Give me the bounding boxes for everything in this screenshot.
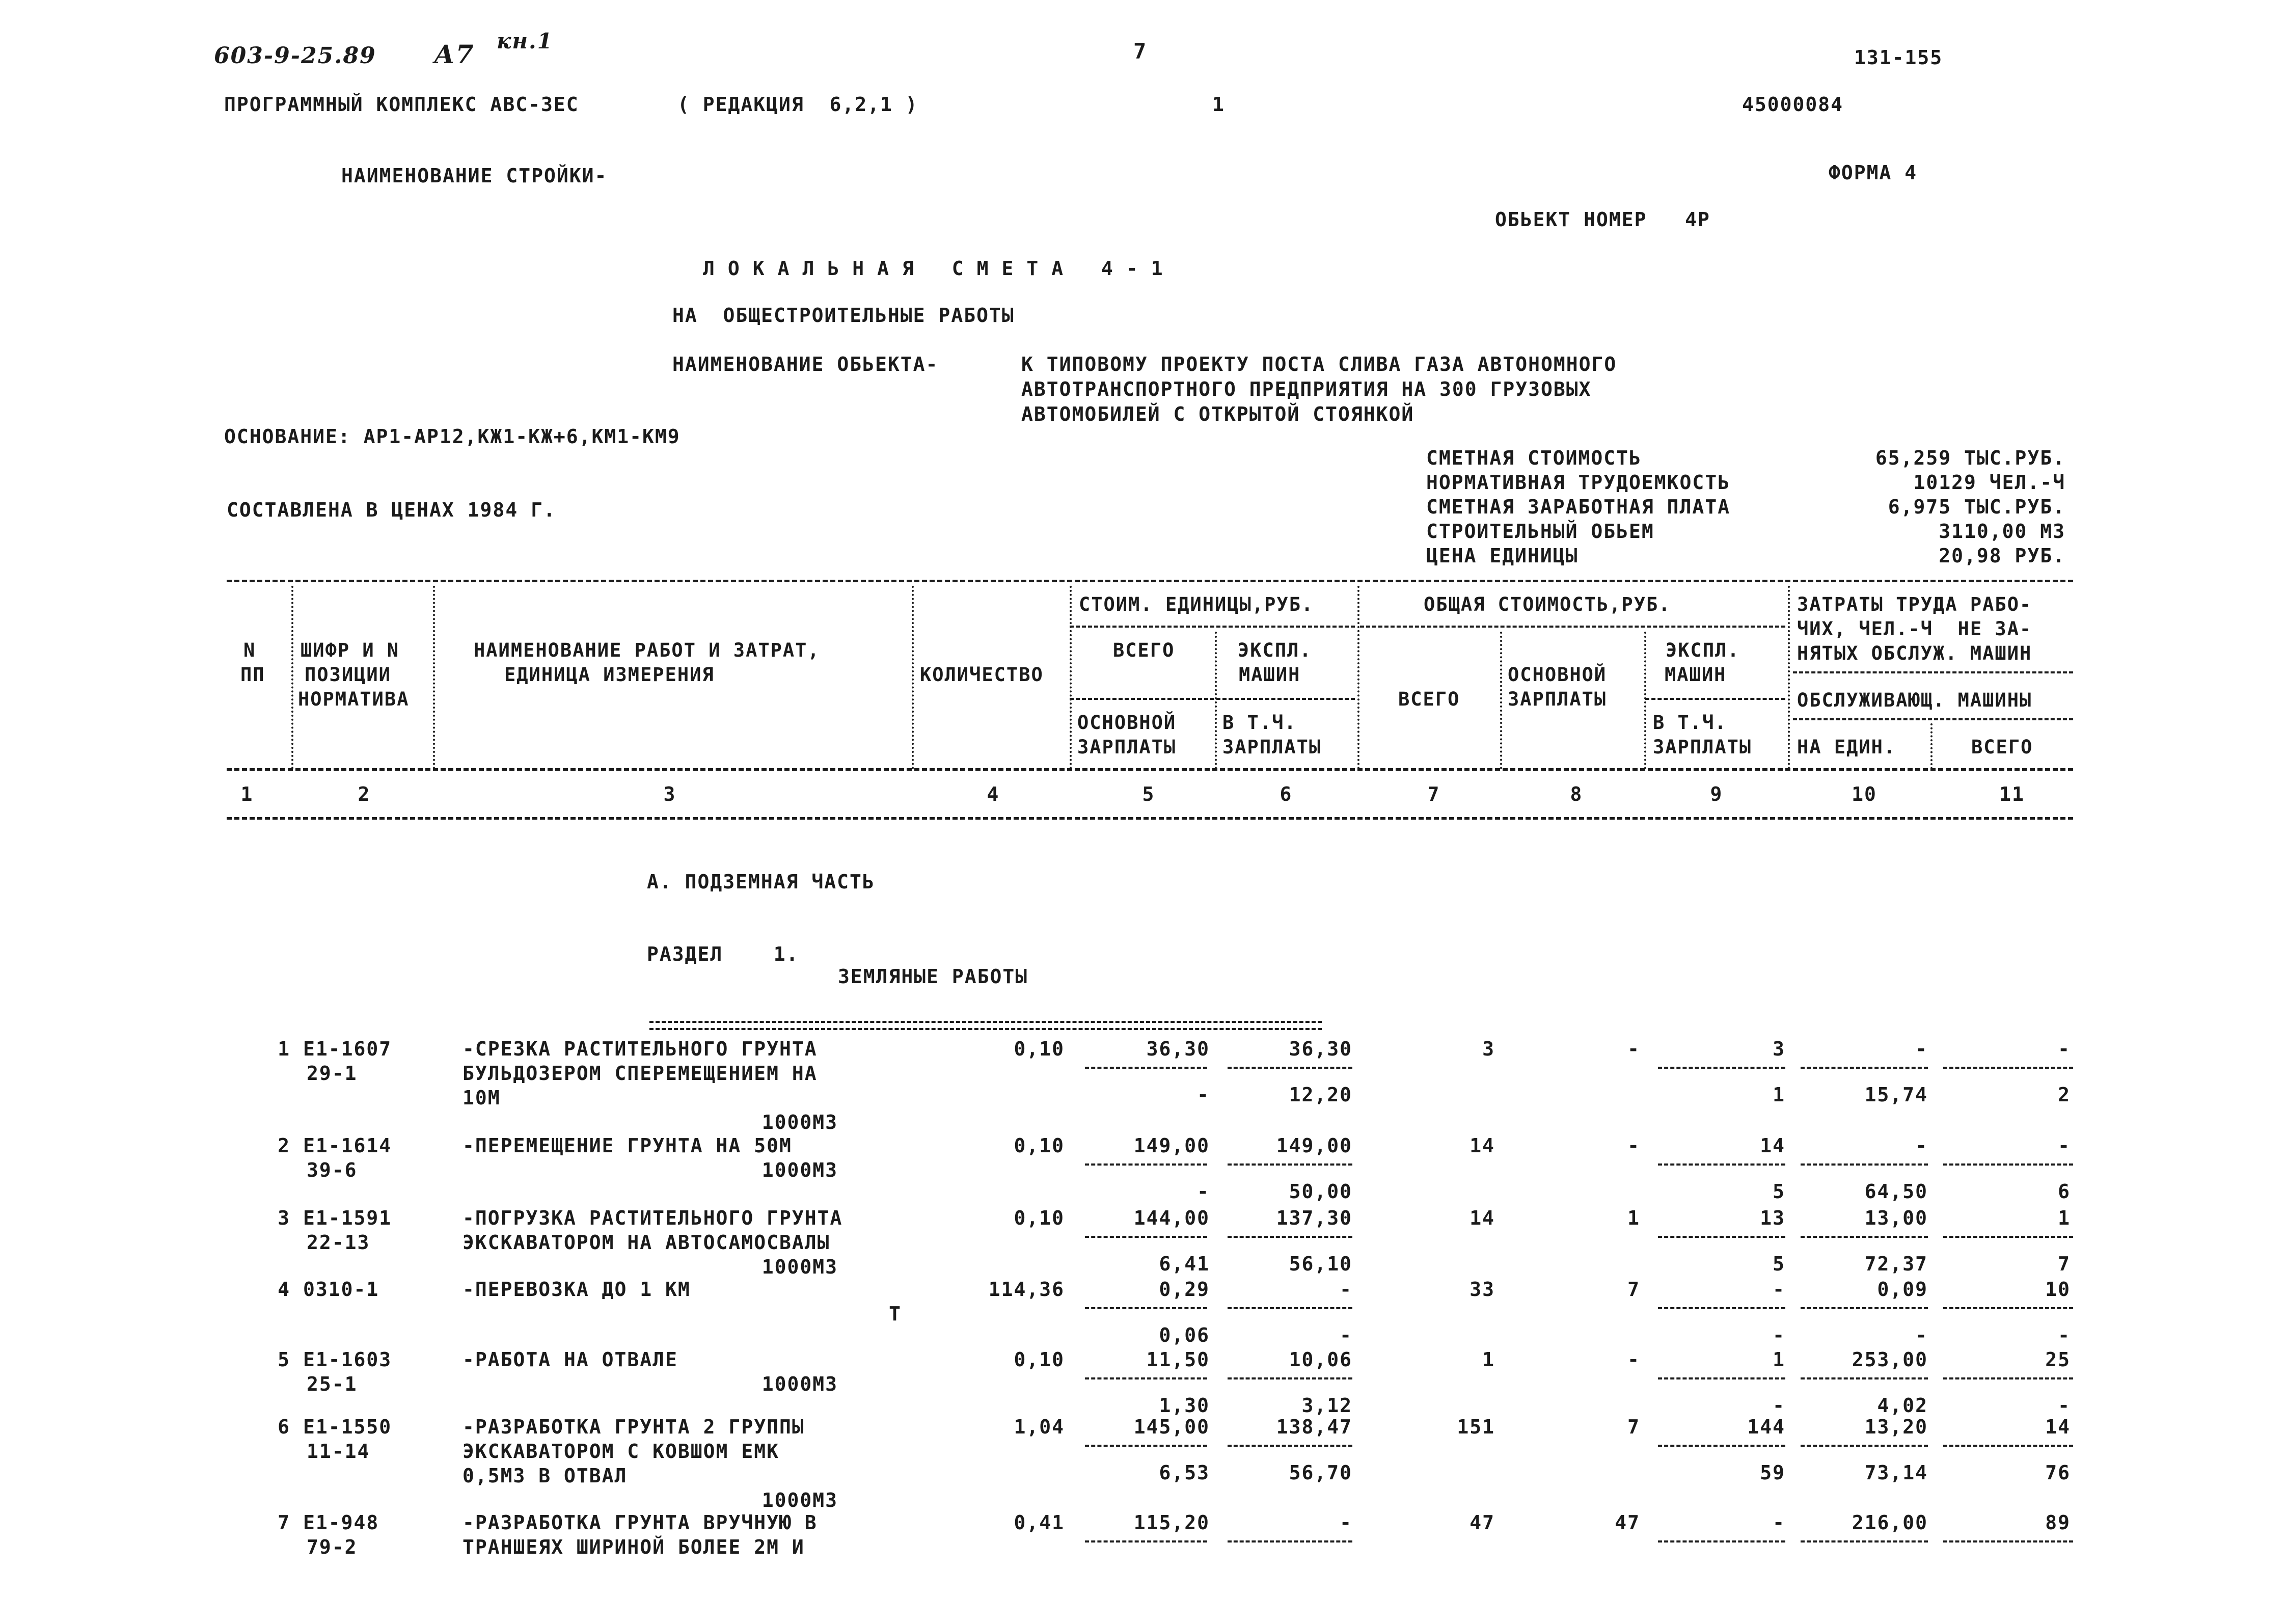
row-underline: [1228, 1445, 1352, 1447]
summary-label: СМЕТНАЯ ЗАРАБОТНАЯ ПЛАТА: [1426, 496, 1731, 518]
row-work-name: -РАБОТА НА ОТВАЛЕ: [462, 1348, 678, 1371]
row-c6-sub: 50,00: [1289, 1180, 1352, 1203]
row-c11-sub: 2: [2058, 1084, 2071, 1106]
row-c11: -: [2058, 1038, 2071, 1060]
row-c9: -: [1773, 1278, 1785, 1301]
program-edition: ( РЕДАКЦИЯ 6,2,1 ): [677, 93, 918, 116]
row-c6: 137,30: [1276, 1207, 1352, 1229]
row-c5: 144,00: [1133, 1207, 1210, 1229]
razdel-name: ЗЕМЛЯНЫЕ РАБОТЫ: [838, 965, 1028, 988]
row-underline: [1801, 1377, 1928, 1379]
row-c5-sub: 6,53: [1159, 1461, 1210, 1484]
summary-value: 10129 ЧЕЛ.-Ч: [1913, 471, 2065, 494]
row-number: 2: [278, 1134, 290, 1157]
col-no-header: N: [243, 639, 256, 661]
row-c7: 14: [1469, 1207, 1495, 1229]
row-underline: [1943, 1377, 2073, 1379]
col-no-header-2: ПП: [240, 664, 265, 686]
row-c9-sub: -: [1773, 1324, 1785, 1346]
row-c11: 1: [2058, 1207, 2071, 1229]
row-c10-sub: 72,37: [1864, 1253, 1928, 1275]
row-c6-sub: 56,70: [1289, 1461, 1352, 1484]
row-c9: 13: [1760, 1207, 1785, 1229]
row-underline: [1658, 1067, 1785, 1069]
rule-unit-cost: [1070, 626, 1355, 628]
row-underline: [1943, 1307, 2073, 1309]
row-position: 79-2: [307, 1536, 358, 1558]
row-c6: 10,06: [1289, 1348, 1352, 1371]
summary-value: 20,98 РУБ.: [1939, 545, 2065, 567]
row-c7: 47: [1469, 1511, 1495, 1534]
object-name-line-3: АВТОМОБИЛЕЙ С ОТКРЫТОЙ СТОЯНКОЙ: [1021, 403, 1414, 425]
rule-unit-split: [1070, 698, 1355, 700]
row-c8: -: [1627, 1348, 1640, 1371]
razdel-number: РАЗДЕЛ 1.: [647, 943, 799, 965]
row-work-name: БУЛЬДОЗЕРОМ СПЕРЕМЕЩЕНИЕМ НА: [462, 1062, 818, 1085]
total-cost-header: ОБЩАЯ СТОИМОСТЬ,РУБ.: [1424, 593, 1671, 615]
row-underline: [1658, 1540, 1785, 1542]
row-c11-sub: 7: [2058, 1253, 2071, 1275]
col-number: 7: [1427, 783, 1440, 805]
col-number: 11: [1999, 783, 2025, 805]
row-c9: -: [1773, 1511, 1785, 1534]
row-code: Е1-1591: [303, 1207, 392, 1229]
row-qty: 0,10: [1014, 1038, 1065, 1060]
col-number: 9: [1710, 783, 1723, 805]
col-code-header: ШИФР И N: [301, 639, 400, 661]
row-c8: -: [1627, 1134, 1640, 1157]
rule-total-cost: [1360, 626, 1785, 628]
labor-unit-header: НА ЕДИН.: [1797, 736, 1896, 758]
col-qty-header: КОЛИЧЕСТВО: [920, 664, 1044, 686]
row-underline: [1943, 1445, 2073, 1447]
row-qty: 0,10: [1014, 1348, 1065, 1371]
row-underline: [1801, 1307, 1928, 1309]
object-name-line-2: АВТОТРАНСПОРТНОГО ПРЕДПРИЯТИЯ НА 300 ГРУЗОВЫХ: [1021, 378, 1592, 400]
row-c8: 7: [1627, 1278, 1640, 1301]
row-c9: 1: [1773, 1348, 1785, 1371]
construction-label: НАИМЕНОВАНИЕ СТРОЙКИ-: [341, 165, 608, 187]
col-number: 4: [987, 783, 1000, 805]
row-c5: 0,29: [1159, 1278, 1210, 1301]
row-work-name: 10М: [462, 1087, 501, 1109]
header-rule-bottom: [227, 768, 2073, 771]
labor-header-3: НЯТЫХ ОБСЛУЖ. МАШИН: [1797, 642, 2032, 664]
total-wages-header: ОСНОВНОЙ: [1508, 664, 1607, 686]
form-label: ФОРМА 4: [1829, 161, 1918, 184]
row-c8: 7: [1627, 1416, 1640, 1438]
col-name-header-2: ЕДИНИЦА ИЗМЕРЕНИЯ: [504, 664, 715, 686]
row-c10: 0,09: [1877, 1278, 1928, 1301]
object-name-line-1: К ТИПОВОМУ ПРОЕКТУ ПОСТА СЛИВА ГАЗА АВТОНОМНОГО: [1021, 353, 1617, 375]
row-underline: [1085, 1377, 1207, 1379]
row-c10: -: [1915, 1134, 1928, 1157]
row-c5: 36,30: [1146, 1038, 1210, 1060]
row-c9-sub: 5: [1773, 1180, 1785, 1203]
row-c10-sub: 73,14: [1864, 1461, 1928, 1484]
row-c9: 14: [1760, 1134, 1785, 1157]
object-number: ОБЬЕКТ НОМЕР 4Р: [1495, 208, 1710, 231]
row-c6-sub: 3,12: [1301, 1394, 1352, 1417]
page-range: 131-155: [1854, 46, 1943, 69]
row-c9-sub: 59: [1760, 1461, 1785, 1484]
row-c6-sub: 56,10: [1289, 1253, 1352, 1275]
col-number: 3: [663, 783, 676, 805]
page-number: 7: [1133, 39, 1148, 64]
row-qty: 0,10: [1014, 1207, 1065, 1229]
price-basis: СОСТАВЛЕНА В ЦЕНАХ 1984 Г.: [227, 499, 556, 521]
total-incl-header-2: ЗАРПЛАТЫ: [1653, 736, 1752, 758]
album-mark: А7: [434, 39, 475, 69]
row-c10: 13,00: [1864, 1207, 1928, 1229]
row-qty: 0,41: [1014, 1511, 1065, 1534]
row-underline: [1658, 1163, 1785, 1166]
row-number: 6: [278, 1416, 290, 1438]
row-underline: [1085, 1540, 1207, 1542]
row-c5: 115,20: [1133, 1511, 1210, 1534]
row-underline: [1801, 1540, 1928, 1542]
row-c8: 1: [1627, 1207, 1640, 1229]
document-code: 45000084: [1742, 93, 1844, 116]
row-underline: [1801, 1067, 1928, 1069]
row-c9: 3: [1773, 1038, 1785, 1060]
col-code-header-3: НОРМАТИВА: [298, 688, 410, 710]
row-work-name: -ПОГРУЗКА РАСТИТЕЛЬНОГО ГРУНТА: [462, 1207, 843, 1229]
col-number: 8: [1570, 783, 1583, 805]
rule-mach-split: [1645, 698, 1785, 700]
row-work-name: 0,5М3 В ОТВАЛ: [462, 1465, 628, 1487]
unit-mach-header: ЭКСПЛ.: [1238, 639, 1312, 661]
row-underline: [1228, 1163, 1352, 1166]
summary-label: СМЕТНАЯ СТОИМОСТЬ: [1426, 447, 1642, 469]
col-number: 6: [1280, 783, 1293, 805]
row-underline: [1801, 1445, 1928, 1447]
row-c8: -: [1627, 1038, 1640, 1060]
row-c5-sub: 0,06: [1159, 1324, 1210, 1346]
row-c8: 47: [1615, 1511, 1640, 1534]
row-code: Е1-1603: [303, 1348, 392, 1371]
row-unit: 1000М3: [761, 1373, 838, 1395]
row-c6: 36,30: [1289, 1038, 1352, 1060]
row-c11-sub: -: [2058, 1324, 2071, 1346]
labor-header-2: ЧИХ, ЧЕЛ.-Ч НЕ ЗА-: [1797, 618, 2032, 640]
row-position: 11-14: [307, 1440, 370, 1463]
row-c5: 149,00: [1133, 1134, 1210, 1157]
sheet-number: 1: [1212, 93, 1225, 116]
row-c5: 11,50: [1146, 1348, 1210, 1371]
unit-incl-header-2: ЗАРПЛАТЫ: [1222, 736, 1322, 758]
row-c5-sub: 6,41: [1159, 1253, 1210, 1275]
row-underline: [1085, 1163, 1207, 1166]
row-unit: 1000М3: [761, 1256, 838, 1278]
row-c5: 145,00: [1133, 1416, 1210, 1438]
row-c10-sub: 4,02: [1877, 1394, 1928, 1417]
row-underline: [1228, 1067, 1352, 1069]
row-number: 1: [278, 1038, 290, 1060]
row-underline: [1085, 1067, 1207, 1069]
col-number: 2: [358, 783, 371, 805]
row-underline: [1658, 1236, 1785, 1238]
col-number: 1: [240, 783, 254, 805]
row-position: 29-1: [307, 1062, 358, 1085]
row-c10: 253,00: [1852, 1348, 1928, 1371]
row-underline: [1943, 1540, 2073, 1542]
col-number: 5: [1142, 783, 1155, 805]
labor-header: ЗАТРАТЫ ТРУДА РАБО-: [1797, 593, 2032, 615]
row-c10: 13,20: [1864, 1416, 1928, 1438]
book-mark: кн.1: [497, 29, 553, 53]
total-mach-header: ЭКСПЛ.: [1666, 639, 1740, 661]
estimate-title: ЛОКАЛЬНАЯ СМЕТА 4-1: [703, 257, 1176, 280]
row-c7: 14: [1469, 1134, 1495, 1157]
row-work-name: ЭКСКАВАТОРОМ НА АВТОСАМОСВАЛЫ: [462, 1231, 830, 1254]
row-c9-sub: 5: [1773, 1253, 1785, 1275]
row-work-name: -ПЕРЕВОЗКА ДО 1 КМ: [462, 1278, 691, 1301]
row-c7: 3: [1482, 1038, 1495, 1060]
row-unit: 1000М3: [761, 1111, 838, 1133]
row-underline: [1228, 1236, 1352, 1238]
total-wages-header-2: ЗАРПЛАТЫ: [1508, 688, 1607, 710]
row-qty: 1,04: [1014, 1416, 1065, 1438]
row-unit: Т: [889, 1303, 902, 1325]
basis-line: ОСНОВАНИЕ: АР1-АР12,КЖ1-КЖ+6,КМ1-КМ9: [224, 425, 681, 448]
row-qty: 0,10: [1014, 1134, 1065, 1157]
row-c10-sub: -: [1915, 1324, 1928, 1346]
row-work-name: -РАЗРАБОТКА ГРУНТА ВРУЧНУЮ В: [462, 1511, 818, 1534]
row-c6: 149,00: [1276, 1134, 1352, 1157]
rule-labor-2: [1793, 718, 2073, 720]
row-code: Е1-1550: [303, 1416, 392, 1438]
unit-mach-header-2: МАШИН: [1239, 664, 1301, 686]
row-c6: -: [1340, 1511, 1352, 1534]
row-work-name: ЭКСКАВАТОРОМ С КОВШОМ ЕМК: [462, 1440, 779, 1463]
row-c6: 138,47: [1276, 1416, 1352, 1438]
program-name: ПРОГРАММНЫЙ КОМПЛЕКС АВС-3ЕС: [224, 93, 579, 116]
row-number: 5: [278, 1348, 290, 1371]
row-code: Е1-948: [303, 1511, 379, 1534]
row-c9-sub: 1: [1773, 1084, 1785, 1106]
row-code: Е1-1607: [303, 1038, 392, 1060]
row-position: 25-1: [307, 1373, 358, 1395]
unit-cost-header: СТОИМ. ЕДИНИЦЫ,РУБ.: [1079, 593, 1314, 615]
unit-wages-header: ОСНОВНОЙ: [1077, 712, 1177, 734]
row-c9-sub: -: [1773, 1394, 1785, 1417]
labor-service-header: ОБСЛУЖИВАЮЩ. МАШИНЫ: [1797, 689, 2032, 711]
row-underline: [1801, 1163, 1928, 1166]
row-code: 0310-1: [303, 1278, 379, 1301]
section-double-rule: [649, 1021, 1322, 1030]
total-mach-header-2: МАШИН: [1665, 664, 1727, 686]
labor-total-header: ВСЕГО: [1971, 736, 2033, 758]
row-position: 39-6: [307, 1159, 358, 1181]
row-c7: 151: [1457, 1416, 1495, 1438]
total-all-header: ВСЕГО: [1398, 688, 1460, 710]
header-rule-top: [227, 580, 2073, 582]
row-work-name: -РАЗРАБОТКА ГРУНТА 2 ГРУППЫ: [462, 1416, 805, 1438]
row-c11: -: [2058, 1134, 2071, 1157]
row-c5-sub: -: [1197, 1180, 1210, 1203]
row-underline: [1658, 1377, 1785, 1379]
row-c6: -: [1340, 1278, 1352, 1301]
row-work-name: ТРАНШЕЯХ ШИРИНОЙ БОЛЕЕ 2М И: [462, 1536, 805, 1558]
col-number: 10: [1852, 783, 1877, 805]
total-incl-header: В Т.Ч.: [1653, 712, 1727, 734]
row-underline: [1228, 1540, 1352, 1542]
summary-label: ЦЕНА ЕДИНИЦЫ: [1426, 545, 1579, 567]
row-c6-sub: -: [1340, 1324, 1352, 1346]
row-c7: 1: [1482, 1348, 1495, 1371]
row-c11-sub: -: [2058, 1394, 2071, 1417]
row-number: 7: [278, 1511, 290, 1534]
summary-value: 6,975 ТЫС.РУБ.: [1888, 496, 2065, 518]
col-name-header: НАИМЕНОВАНИЕ РАБОТ И ЗАТРАТ,: [474, 639, 820, 661]
object-name-label: НАИМЕНОВАНИЕ ОБЬЕКТА-: [672, 353, 939, 375]
row-underline: [1658, 1445, 1785, 1447]
row-underline: [1658, 1307, 1785, 1309]
summary-label: НОРМАТИВНАЯ ТРУДОЕМКОСТЬ: [1426, 471, 1731, 494]
row-c5-sub: -: [1197, 1084, 1210, 1106]
row-underline: [1801, 1236, 1928, 1238]
estimate-subtitle: НА ОБЩЕСТРОИТЕЛЬНЫЕ РАБОТЫ: [672, 304, 1015, 327]
row-underline: [1228, 1377, 1352, 1379]
unit-wages-header-2: ЗАРПЛАТЫ: [1077, 736, 1177, 758]
doc-code: 603-9-25.89: [214, 43, 376, 69]
row-underline: [1085, 1236, 1207, 1238]
row-underline: [1943, 1236, 2073, 1238]
row-number: 4: [278, 1278, 290, 1301]
unit-incl-header: В Т.Ч.: [1222, 712, 1297, 734]
row-c6-sub: 12,20: [1289, 1084, 1352, 1106]
row-underline: [1943, 1163, 2073, 1166]
summary-value: 65,259 ТЫС.РУБ.: [1875, 447, 2065, 469]
row-c11-sub: 6: [2058, 1180, 2071, 1203]
row-work-name: -СРЕЗКА РАСТИТЕЛЬНОГО ГРУНТА: [462, 1038, 818, 1060]
row-c11: 89: [2045, 1511, 2071, 1534]
row-c10-sub: 64,50: [1864, 1180, 1928, 1203]
row-code: Е1-1614: [303, 1134, 392, 1157]
row-unit: 1000М3: [761, 1489, 838, 1511]
row-c9: 144: [1747, 1416, 1785, 1438]
row-c10: -: [1915, 1038, 1928, 1060]
row-underline: [1085, 1307, 1207, 1309]
row-underline: [1943, 1067, 2073, 1069]
row-position: 22-13: [307, 1231, 370, 1254]
row-underline: [1085, 1445, 1207, 1447]
row-qty: 114,36: [988, 1278, 1065, 1301]
row-work-name: -ПЕРЕМЕЩЕНИЕ ГРУНТА НА 50М: [462, 1134, 792, 1157]
unit-total-header: ВСЕГО: [1113, 639, 1175, 661]
row-c7: 33: [1469, 1278, 1495, 1301]
row-c11-sub: 76: [2045, 1461, 2071, 1484]
col-code-header-2: ПОЗИЦИИ: [305, 664, 391, 686]
rule-labor-1: [1793, 671, 2073, 673]
row-c5-sub: 1,30: [1159, 1394, 1210, 1417]
part-title: А. ПОДЗЕМНАЯ ЧАСТЬ: [647, 871, 875, 893]
row-c11: 10: [2045, 1278, 2071, 1301]
row-c11: 25: [2045, 1348, 2071, 1371]
row-unit: 1000М3: [761, 1159, 838, 1181]
summary-value: 3110,00 М3: [1939, 520, 2065, 543]
numbers-rule: [227, 817, 2073, 820]
row-c10: 216,00: [1852, 1511, 1928, 1534]
row-c11: 14: [2045, 1416, 2071, 1438]
row-c10-sub: 15,74: [1864, 1084, 1928, 1106]
summary-label: СТРОИТЕЛЬНЫЙ ОБЬЕМ: [1426, 520, 1654, 543]
row-underline: [1228, 1307, 1352, 1309]
row-number: 3: [278, 1207, 290, 1229]
